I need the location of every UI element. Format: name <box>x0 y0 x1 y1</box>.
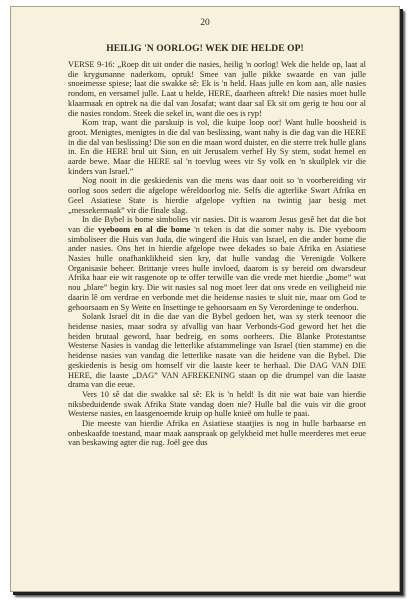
text-run: Solank Israel dit in die dae van die Bybel gedoen het, was sy sterk teenoor die heidense nasies, maar sodra sy afvallig van haar Verbonds-God geword het het die heiden brutaal geword, haar bedreig, en soms oorheers. Die Blanke Protestantse Westerse Nasies is vandag die letterlike afstammelinge van Israel (tien stamme) en die heidense nasies van vandag die letterlike nasate van die heidene van die Bybel. Die geskiedenis is besig om homself vir die laaste keer te herhaal. Die DAG VAN DIE HERE, die laaste „DAG” VAN AFREKENING staan op die drumpel van die laaste drama van die eeue. <box>68 312 366 390</box>
text-run: Kom trap, want die parskuip is vol, die kuipe loop oor! Want hulle boosheid is groot. Menigtes, menigtes in die dal van beslissing, want naby is die dag van die HERE in die dal van beslissing! Die son en die maan word duister, en die sterre trek hulle glans in. En die HERE brul uit Sion, en uit Jerusalem verhef Hy Sy stem, sodat hemel en aarde bewe. Maar die HERE sal 'n toevlug wees vir Sy volk en 'n skuilplek vir die kinders van Israel.” <box>68 118 366 176</box>
paragraph <box>68 60 366 118</box>
book-page <box>10 6 400 592</box>
paragraph <box>68 419 366 448</box>
paragraph <box>68 390 366 419</box>
page-heading: HEILIG 'N OORLOG! WEK DIE HELDE OP! <box>106 44 304 54</box>
body-text <box>68 60 366 448</box>
bold-phrase: vyeboom en al die bome <box>97 224 191 234</box>
paragraph <box>68 118 366 176</box>
text-run: Nog nooit in die geskiedenis van die mens was daar ooit so 'n voorbereiding vir oorlog soos sedert die afgelope wêreldoorlog nie. Selfs die agterlike Swart Afrika en Geel Asiatiese State is hierdie afgelope vyftien na twintig jaar besig met „messekermaak” vir die finale slag. <box>68 176 366 215</box>
paragraph <box>68 312 366 390</box>
text-run: Die meeste van hierdie Afrika en Asiatiese staatjies is nog in hulle barbaarse en onbeskaafde toestand, maar maak aanspraak op gelykheid met hulle meerderes met eeue van beskawing agter die rug. Joël gee dus <box>68 419 366 448</box>
paragraph <box>68 176 366 215</box>
page-number: 20 <box>200 18 210 28</box>
text-run: 'n teken is dat die somer naby is. Die vyeboom simboliseer die Huis van Juda, die wingerd die Huis van Israel, en die ander bome die ander nasies. Ons het in hierdie afgelope twee dekades so baie Afrika en Asiatiese Nasies hulle onafhanklikheid sien kry, dat hulle vandag die Verenigde Volkere Organisasie beheer. Brittanje vrees hulle invloed, daarom is sy bereid om dwarsdeur Afrika haar eie wit rasgenote op te offer terwille van die vrede met hierdie „bome” wat nou „blare” begin kry. Die wit nasies sal nog moet leer dat ons vrede en veiligheid nie daarin lê om verdrae en verbonde met die heidense nasies te sluit nie, maar om God te gehoorsaam en Sy Wette en Insettinge te gehoorsaam en Sy Verordeninge te onderhou. <box>68 224 366 312</box>
text-run: In die Bybel is bome simbolies vir nasies. Dit is waarom Jesus gesê het dat die bot van die <box>68 215 366 234</box>
text-run: VERSE 9-16: „Roep dit uit onder die nasies, heilig 'n oorlog! Wek die helde op, laat al die krygsmanne naderkom, opruk! Smee van julle pikke swaarde en van julle snoeimesse spiese; laat die swakke sê: Ek is 'n held. Haas julle en kom aan, alle nasies rondom, en versamel julle. Laat u helde, HERE, daarheen aftrek! Die nasies moet hulle klaarmaak en optrek na die dal van Josafat; want daar sal Ek sit om gerig te hou oor al die nasies rondom. Steek die sekel in, want die oes is ryp! <box>68 60 366 118</box>
text-run: Vers 10 sê dat die swakke sal sê: Ek is 'n held! Is dit nie wat baie van hierdie niksbeduidende swak Afrika State vandag doen nie? Hulle bal die vuis vir die groot Westerse nasies, en laasgenoemde kruip op hulle knieë om hulle te paai. <box>68 389 366 419</box>
paragraph <box>68 215 366 312</box>
